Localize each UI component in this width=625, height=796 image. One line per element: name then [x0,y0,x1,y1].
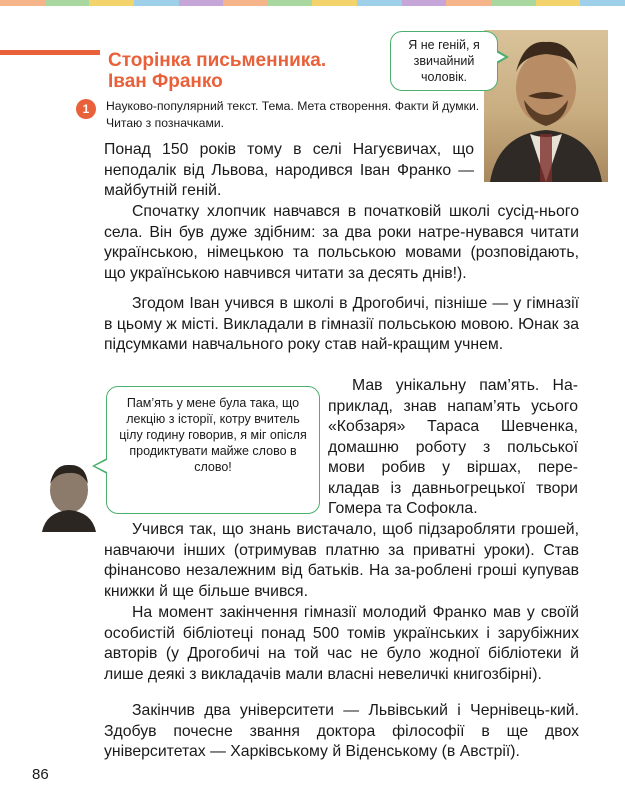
paragraph-library: На момент закінчення гімназії молодий Франко мав у своїй особистій бібліотеці понад 500 томів українських і зарубіжних авторів (у Дрогобичі на той час не було жодної бібліотеки й лише деякі з викладачів мали власні невеличкі книгозбірні). [104,604,579,683]
franko-quote-bubble: Я не геній, я звичайний чоловік. [390,31,498,91]
memory-quote-tail-inner [95,460,107,472]
paragraph-tutoring: Учився так, що знань вистачало, щоб підзаробляти грошей, навчаючи інших (отримував платню за приватні уроки). Став фінансово незалежним від батьків. На за-роблені гроші купував книжки й ще більше вчився. [104,521,579,600]
top-stripe-segment [536,0,581,6]
top-stripe-segment [134,0,179,6]
top-stripe-segment [179,0,224,6]
page-number: 86 [32,766,49,783]
top-stripe-segment [491,0,536,6]
top-stripe-segment [357,0,402,6]
top-stripe-segment [312,0,357,6]
top-stripe-segment [45,0,90,6]
top-color-stripe [0,0,625,6]
paragraph-universities: Закінчив два університети — Львівський і Чернівець-кий. Здобув почесне звання доктора філософії в ще двох університетах — Харківському й Віденському (в Австрії). [104,702,579,760]
paragraph-memory: Мав унікальну пам’ять. На-приклад, знав напам’ять усього «Кобзаря» Тараса Шевченка, домашню роботу з польської мови робив у віршах, пере-кладав із давньогрецької твори Гомера та Софокла. [328,377,578,517]
title-accent-bar [0,50,100,55]
top-stripe-segment [89,0,134,6]
young-franko-portrait-drawing [38,460,100,532]
paragraph-gymnasium: Згодом Іван учився в школі в Дрогобичі, пізніше — у гімназії в цьому ж місті. Викладали в гімназії польською мовою. Юнак за підсумками навчального року став най-кращим учнем. [104,295,579,353]
top-stripe-segment [580,0,625,6]
paragraph-early-school: Спочатку хлопчик навчався в початковій школі сусід-нього села. Він був дуже здібним: за два роки натре-нувався читати українською, німецькою та польською мовами (розповідають, що українською навчився читати за десять днів!). [104,203,579,282]
franko-quote-tail-inner [496,52,505,62]
top-stripe-segment [268,0,313,6]
top-stripe-segment [446,0,491,6]
paragraph-birth: Понад 150 років тому в селі Нагуєвичах, що неподалік від Львова, народився Іван Франко — майбутній геній. [104,141,474,199]
young-franko-portrait [38,460,100,532]
title-line-2: Іван Франко [108,71,223,92]
title-line-1: Сторінка письменника. [108,50,327,71]
page-title [108,50,398,92]
top-stripe-segment [0,0,45,6]
top-stripe-segment [402,0,447,6]
task-description: Науково-популярний текст. Тема. Мета створення. Факти й думки. Читаю з позначками. [106,99,480,130]
task-number-badge: 1 [76,99,96,119]
memory-quote-bubble: Пам’ять у мене була така, що лекцію з історії, котру вчитель цілу годину говорив, я міг опісля продиктувати майже слово в слово! [106,386,320,514]
top-stripe-segment [223,0,268,6]
